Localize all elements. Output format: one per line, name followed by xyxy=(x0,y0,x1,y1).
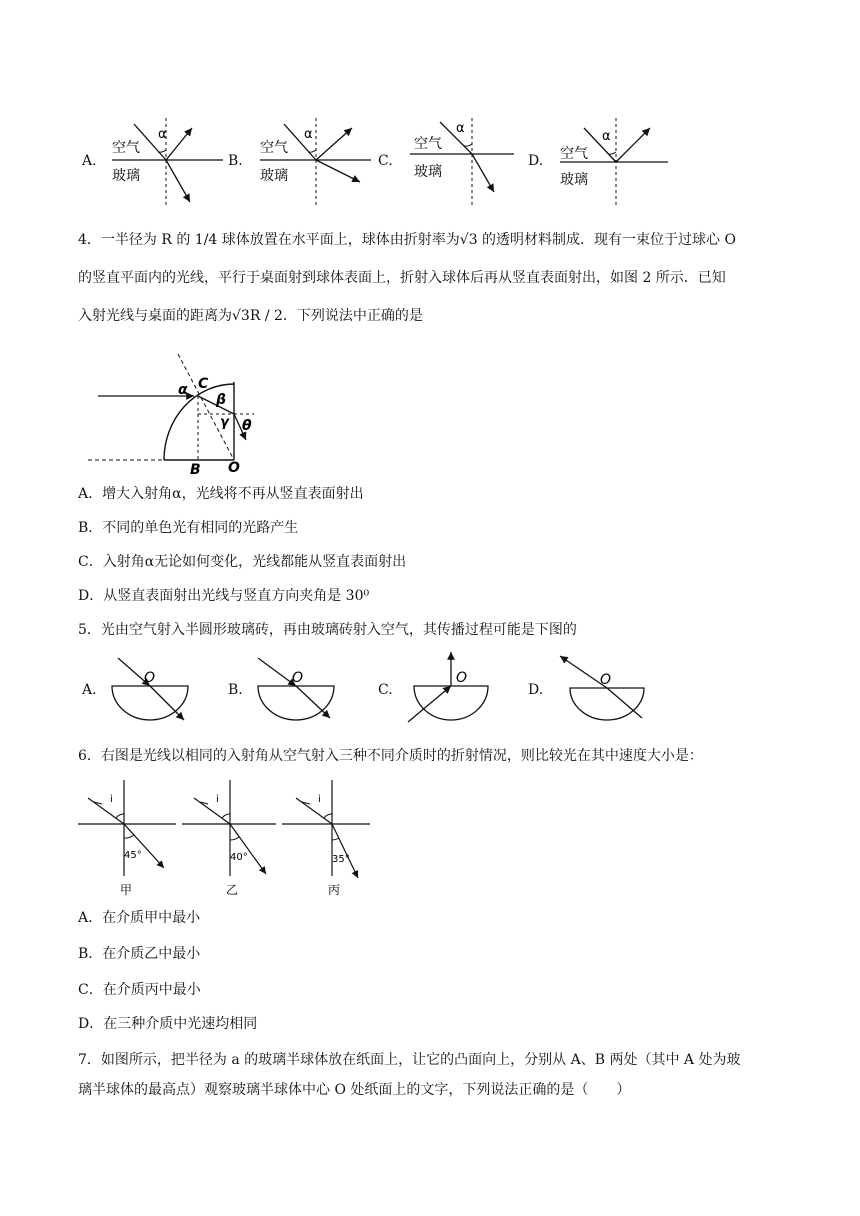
point-o-label: O xyxy=(228,460,240,476)
semicircle-glass xyxy=(112,686,188,720)
glass-label: 玻璃 xyxy=(112,168,140,184)
q3-option-d-letter: D. xyxy=(528,153,544,169)
medium-label: 甲 xyxy=(120,883,133,897)
q5-option-b-letter: B. xyxy=(228,682,243,698)
q4-option-b: B．不同的单色光有相同的光路产生 xyxy=(78,520,299,536)
medium-yi-figure xyxy=(182,780,276,897)
refracted-ray xyxy=(166,160,190,202)
center-o-label: O xyxy=(456,670,468,686)
air-label: 空气 xyxy=(560,146,588,162)
glass-label: 玻璃 xyxy=(560,172,588,188)
q5-option-d-letter: D. xyxy=(528,682,544,698)
reflected-ray xyxy=(616,128,650,162)
q6-stem: 6．右图是光线以相同的入射角从空气射入三种不同介质时的折射情况，则比较光在其中速度大小是： xyxy=(78,748,703,764)
exit-ray xyxy=(296,686,330,718)
center-o-label: O xyxy=(292,670,304,686)
incident-ray xyxy=(194,798,230,824)
refraction-angle-label: 40° xyxy=(230,852,248,863)
point-c-label: C xyxy=(198,376,209,392)
alpha-label: α xyxy=(456,121,465,136)
semicircle-glass xyxy=(258,686,334,720)
incidence-angle-label: i xyxy=(216,794,219,805)
q4-quarter-sphere-figure xyxy=(86,346,266,476)
q7-stem-line1: 7．如图所示，把半径为 a 的玻璃半球体放在纸面上，让它的凸面向上，分别从 A、B 两处（其中 A 处为玻 xyxy=(78,1052,741,1068)
incidence-angle-label: i xyxy=(110,794,113,805)
q3-option-d-figure xyxy=(556,116,676,208)
glass-label: 玻璃 xyxy=(414,164,442,180)
alpha-label: α xyxy=(304,127,313,142)
incident-ray xyxy=(296,798,332,824)
q3-option-a-figure xyxy=(108,116,228,208)
q4-option-c: C．入射角α无论如何变化，光线都能从竖直表面射出 xyxy=(78,554,407,570)
q4-option-a: A．增大入射角α，光线将不再从竖直表面射出 xyxy=(78,486,364,502)
reflected-ray xyxy=(166,128,192,160)
q4-option-d: D．从竖直表面射出光线与竖直方向夹角是 30⁰ xyxy=(78,588,370,604)
q3-option-c-figure xyxy=(406,116,526,208)
q4-stem-line1: 4．一半径为 R 的 1/4 球体放置在水平面上，球体由折射率为√3 的透明材料制成．现有一束位于过球心 O xyxy=(78,232,736,248)
q6-option-b: B．在介质乙中最小 xyxy=(78,946,201,962)
refraction-angle-label: 45° xyxy=(124,850,142,861)
q5-option-c-letter: C. xyxy=(378,682,393,698)
semicircle-glass xyxy=(414,686,488,720)
point-b-label: B xyxy=(190,462,201,476)
q6-option-d: D．在三种介质中光速均相同 xyxy=(78,1016,258,1032)
q5-option-a-figure xyxy=(104,652,194,726)
refracted-ray xyxy=(316,160,360,182)
medium-label: 乙 xyxy=(226,883,239,897)
air-label: 空气 xyxy=(414,136,442,152)
q3-option-b-figure xyxy=(256,116,376,208)
refraction-angle-label: 35° xyxy=(332,854,350,865)
q6-option-a: A．在介质甲中最小 xyxy=(78,910,201,926)
incident-ray xyxy=(258,658,296,686)
refracted-ray xyxy=(472,154,494,192)
q5-option-d-figure xyxy=(552,652,652,726)
glass-label: 玻璃 xyxy=(260,168,288,184)
q7-stem-line2: 璃半球体的最高点）观察玻璃半球体中心 O 处纸面上的文字，下列说法正确的是（ ） xyxy=(78,1082,631,1098)
exit-ray xyxy=(150,686,184,720)
air-label: 空气 xyxy=(112,140,140,156)
alpha-label: α xyxy=(602,129,611,144)
q3-option-b-letter: B. xyxy=(228,153,243,169)
q5-option-a-letter: A. xyxy=(82,682,97,698)
medium-jia-figure xyxy=(78,780,176,897)
q5-option-b-figure xyxy=(252,652,342,726)
q5-stem: 5．光由空气射入半圆形玻璃砖，再由玻璃砖射入空气，其传播过程可能是下图的 xyxy=(78,622,577,638)
refracted-ray xyxy=(230,824,266,874)
alpha-label: α xyxy=(178,382,188,398)
ray-lower xyxy=(607,688,642,718)
q6-three-media-figure xyxy=(76,780,376,900)
q4-stem-line3: 入射光线与桌面的距离为√3R / 2．下列说法中正确的是 xyxy=(78,308,423,324)
alpha-label: α xyxy=(158,127,167,142)
incidence-angle-label: i xyxy=(318,794,321,805)
q6-option-c: C．在介质丙中最小 xyxy=(78,982,201,998)
q5-option-c-figure xyxy=(400,650,490,726)
incident-ray xyxy=(88,798,124,824)
semicircle-glass xyxy=(570,688,644,720)
beta-label: β xyxy=(216,392,227,408)
theta-label: θ xyxy=(242,418,252,434)
incident-ray xyxy=(584,128,616,162)
q3-option-a-letter: A. xyxy=(82,153,97,169)
refracted-ray xyxy=(124,824,164,868)
center-o-label: O xyxy=(144,670,156,686)
air-label: 空气 xyxy=(260,140,288,156)
refracted-ray xyxy=(332,824,358,878)
gamma-label: γ xyxy=(220,415,229,430)
q4-stem-line2: 的竖直平面内的光线，平行于桌面射到球体表面上，折射入球体后再从竖直表面射出，如图 2 所示．已知 xyxy=(78,270,726,286)
q3-option-c-letter: C. xyxy=(378,153,393,169)
center-o-label: O xyxy=(600,672,612,688)
medium-bing-figure xyxy=(282,780,370,897)
reflected-ray xyxy=(316,128,352,160)
medium-label: 丙 xyxy=(328,883,341,897)
